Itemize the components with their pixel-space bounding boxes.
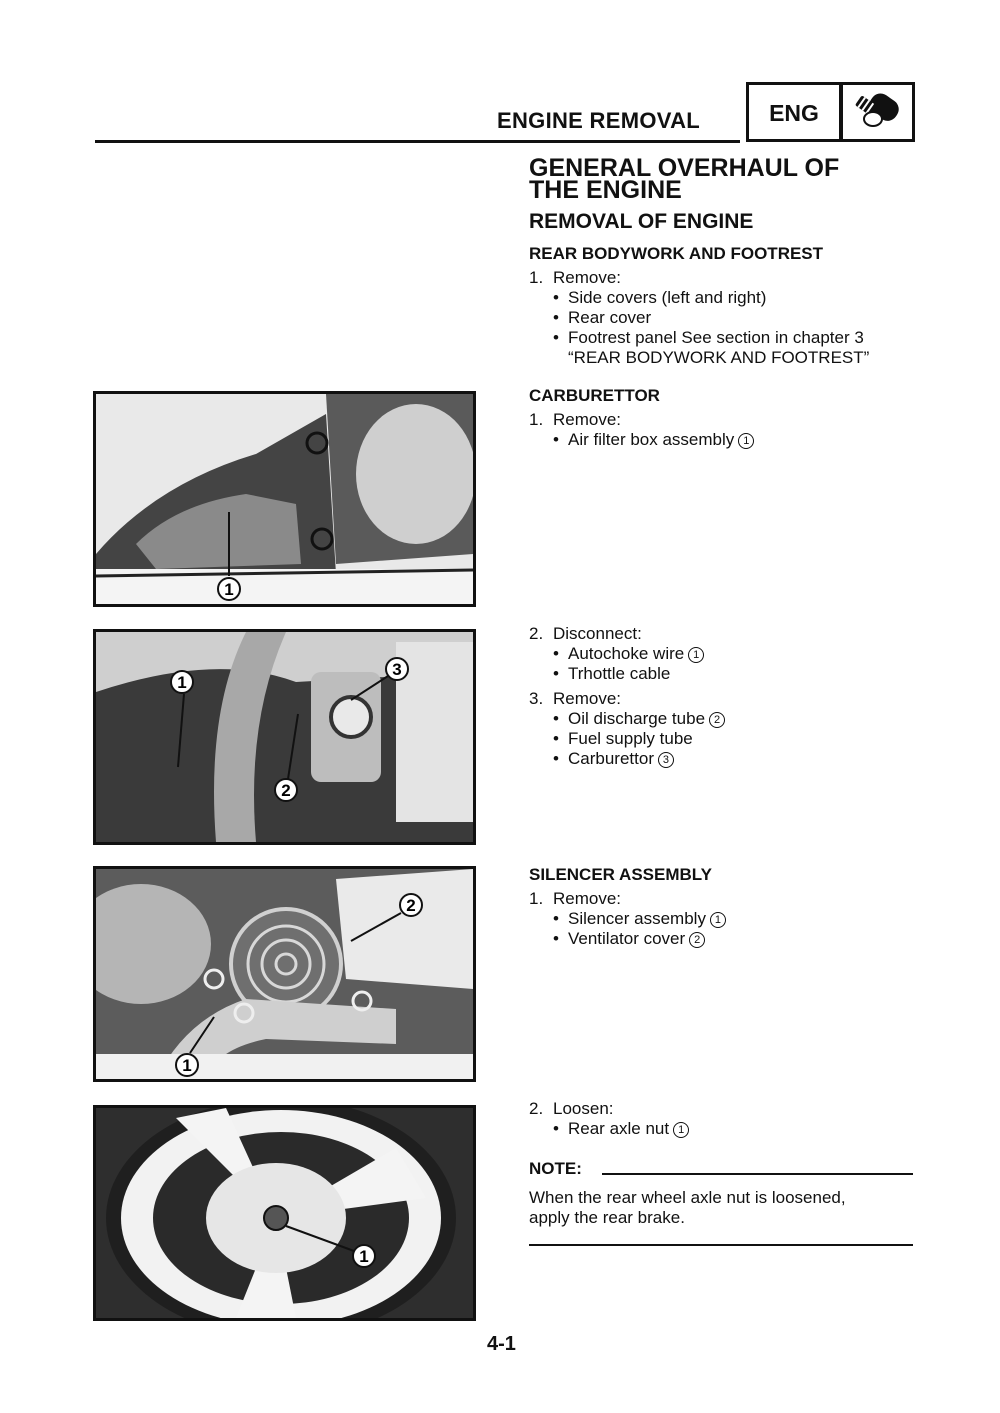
list-item: Rear cover — [568, 308, 652, 327]
step-action: Remove: — [553, 268, 622, 287]
step-action: Remove: — [553, 689, 622, 708]
photo2-callout-1: 1 — [177, 673, 187, 692]
step-number: 1. — [529, 889, 544, 908]
silencer-step1: 1. Remove: • Silencer assembly 1 • Ventilator cover 2 — [529, 889, 913, 949]
page-title-line1: GENERAL OVERHAUL OF — [529, 154, 840, 182]
photo-silencer-assembly — [93, 866, 476, 1082]
note-label: NOTE: — [529, 1159, 582, 1178]
photo2-callout-3: 3 — [392, 660, 402, 679]
photo-air-filter-box — [93, 391, 476, 607]
step-action: Remove: — [553, 410, 622, 429]
list-item: Ventilator cover — [568, 929, 686, 948]
photo1-callout: 1 — [224, 580, 234, 599]
list-item: Silencer assembly — [568, 909, 706, 928]
note-bottom-rule — [529, 1244, 913, 1246]
list-item: Air filter box assembly — [568, 430, 735, 449]
step-number: 1. — [529, 410, 544, 429]
step-number: 1. — [529, 268, 544, 287]
carburettor-step2: 2. Disconnect: • Autochoke wire 1 • Trhottle cable 3. Remove: • Oil discharge tube 2 • Fuel supply tube • Carburettor 3 — [529, 624, 913, 769]
photo4-callout: 1 — [359, 1247, 369, 1266]
silencer-heading: SILENCER ASSEMBLY — [529, 865, 712, 884]
page-title-line2: THE ENGINE — [529, 176, 682, 204]
step-number: 3. — [529, 689, 544, 708]
step-action: Disconnect: — [553, 624, 642, 643]
subtitle: REMOVAL OF ENGINE — [529, 210, 754, 233]
eng-badge: ENG — [746, 82, 842, 142]
photo3-callout-2: 2 — [406, 896, 416, 915]
callout-ref: 1 — [673, 1122, 689, 1138]
step-number: 2. — [529, 1099, 544, 1118]
step-action: Remove: — [553, 889, 622, 908]
list-item: Carburettor — [568, 749, 654, 768]
callout-ref: 3 — [658, 752, 674, 768]
rear-bodywork-steps: 1. Remove: • Side covers (left and right) • Rear cover • Footrest panel See section in chapter 3 “REAR BODYWORK AND FOOTREST” — [529, 268, 870, 367]
photo2-callout-2: 2 — [281, 781, 291, 800]
engine-icon — [840, 82, 915, 142]
callout-ref: 2 — [709, 712, 725, 728]
step-action: Loosen: — [553, 1099, 614, 1118]
list-item: Fuel supply tube — [568, 729, 693, 748]
photo-carburettor — [93, 629, 476, 845]
list-item: Footrest panel See section in chapter 3 — [568, 328, 864, 347]
list-item: Trhottle cable — [568, 664, 671, 683]
callout-ref: 2 — [689, 932, 705, 948]
list-item: Rear axle nut — [568, 1119, 670, 1138]
note-top-rule — [602, 1173, 913, 1175]
list-item: Oil discharge tube — [568, 709, 706, 728]
page-number: 4-1 — [487, 1333, 516, 1355]
section-title: ENGINE REMOVAL — [497, 108, 701, 133]
list-item: Side covers (left and right) — [568, 288, 767, 307]
carburettor-heading: CARBURETTOR — [529, 386, 660, 405]
note-text-line2: apply the rear brake. — [529, 1208, 685, 1227]
callout-ref: 1 — [688, 647, 704, 663]
note-text-line1: When the rear wheel axle nut is loosened, — [529, 1188, 846, 1207]
header-rule — [95, 140, 740, 143]
photo-rear-axle-nut — [93, 1105, 476, 1321]
silencer-step2: 2. Loosen: • Rear axle nut 1 — [529, 1099, 913, 1139]
rear-bodywork-heading: REAR BODYWORK AND FOOTREST — [529, 244, 824, 263]
list-item-continued: “REAR BODYWORK AND FOOTREST” — [568, 348, 870, 367]
photo3-callout-1: 1 — [182, 1056, 192, 1075]
callout-ref: 1 — [738, 433, 754, 449]
list-item: Autochoke wire — [568, 644, 685, 663]
step-number: 2. — [529, 624, 544, 643]
note-text — [529, 1188, 913, 1228]
callout-ref: 1 — [710, 912, 726, 928]
carburettor-step1: 1. Remove: • Air filter box assembly 1 — [529, 410, 913, 450]
